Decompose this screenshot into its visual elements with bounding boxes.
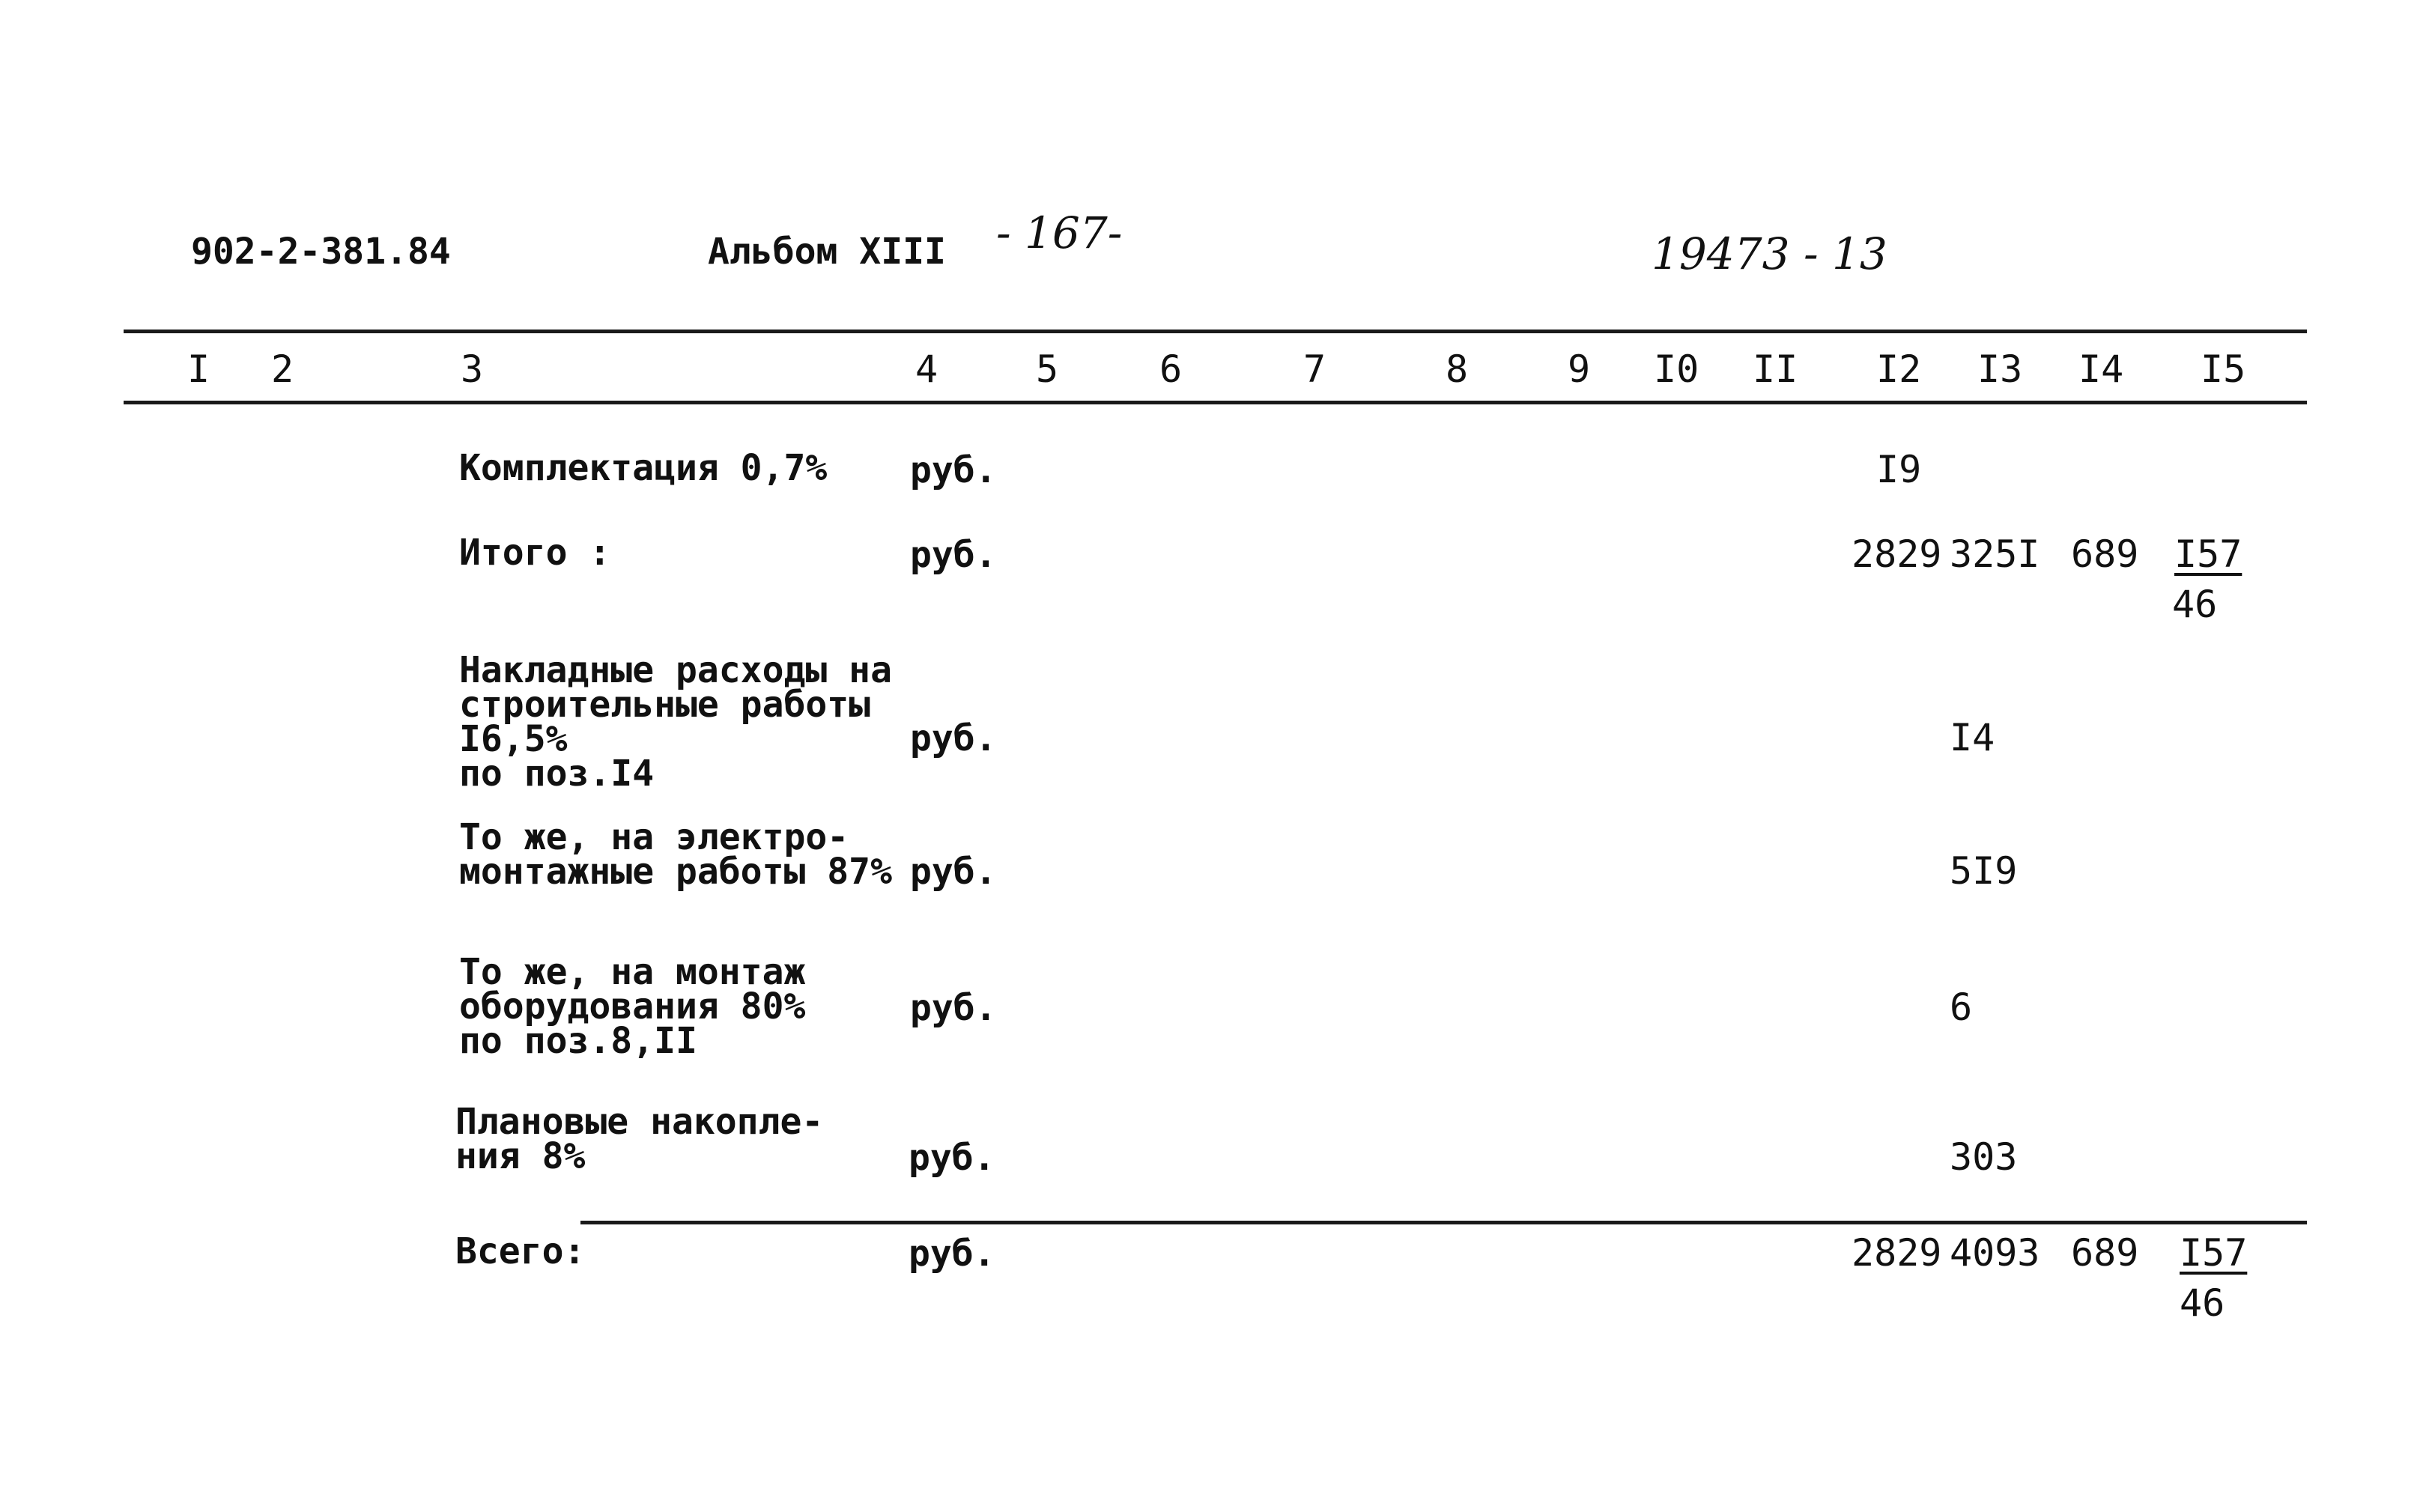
column-number: 3 xyxy=(461,347,484,391)
column-number: 8 xyxy=(1446,347,1469,391)
sheet-code: 19473 - 13 xyxy=(1652,228,1887,279)
row-label: То же, на монтаж оборудования 80% по поз.8,II xyxy=(459,951,806,1062)
column-number: 2 xyxy=(271,347,294,391)
column-number: 5 xyxy=(1036,347,1059,391)
cell-col15-numerator: I57 xyxy=(2174,532,2242,576)
column-number: I3 xyxy=(1977,347,2023,391)
total-col15-numerator: I57 xyxy=(2180,1231,2248,1275)
row-label: Комплектация 0,7% xyxy=(459,447,828,489)
row-label: То же, на электро- монтажные работы 87% xyxy=(459,816,892,893)
column-number: 6 xyxy=(1159,347,1183,391)
table-top-rule xyxy=(124,330,2307,333)
page-number: - 167- xyxy=(996,207,1123,258)
cell-col13: 5I9 xyxy=(1950,849,2018,893)
row-unit: руб. xyxy=(910,851,997,893)
cell-col13: 6 xyxy=(1950,986,1973,1029)
total-label: Всего: xyxy=(455,1230,586,1272)
document-code: 902-2-381.84 xyxy=(191,231,451,273)
total-col13: 4093 xyxy=(1950,1231,2040,1275)
row-label: Плановые накопле- ния 8% xyxy=(455,1101,824,1177)
column-number: I xyxy=(187,347,210,391)
album-title: Альбом XIII xyxy=(708,231,946,273)
total-col15-denominator: 46 xyxy=(2180,1281,2225,1325)
row-unit: руб. xyxy=(909,1137,995,1179)
column-number: 4 xyxy=(915,347,938,391)
column-number: I0 xyxy=(1654,347,1699,391)
row-unit: руб. xyxy=(910,717,997,759)
cell-col13: 325I xyxy=(1950,532,2040,576)
total-col14: 689 xyxy=(2071,1231,2139,1275)
column-number: I5 xyxy=(2201,347,2246,391)
column-number: I4 xyxy=(2078,347,2124,391)
row-label: Итого : xyxy=(459,532,611,574)
cell-col15-denominator: 46 xyxy=(2172,583,2218,626)
cell-col13: I4 xyxy=(1950,716,1995,759)
row-unit: руб. xyxy=(910,449,997,491)
cell-col12: 2829 xyxy=(1852,532,1942,576)
total-rule xyxy=(580,1221,2307,1224)
cell-col13: 303 xyxy=(1950,1135,2018,1179)
column-number: 9 xyxy=(1568,347,1591,391)
total-col12: 2829 xyxy=(1852,1231,1942,1275)
column-number: II xyxy=(1753,347,1798,391)
total-unit: руб. xyxy=(909,1233,995,1275)
column-number: I2 xyxy=(1876,347,1922,391)
table-header-rule xyxy=(124,401,2307,404)
row-unit: руб. xyxy=(910,987,997,1029)
row-label: Накладные расходы на строительные работы I6,5% по поз.I4 xyxy=(459,649,892,795)
column-number: 7 xyxy=(1303,347,1326,391)
cell-col14: 689 xyxy=(2071,532,2139,576)
row-unit: руб. xyxy=(910,534,997,576)
cell-col12: I9 xyxy=(1876,448,1922,491)
